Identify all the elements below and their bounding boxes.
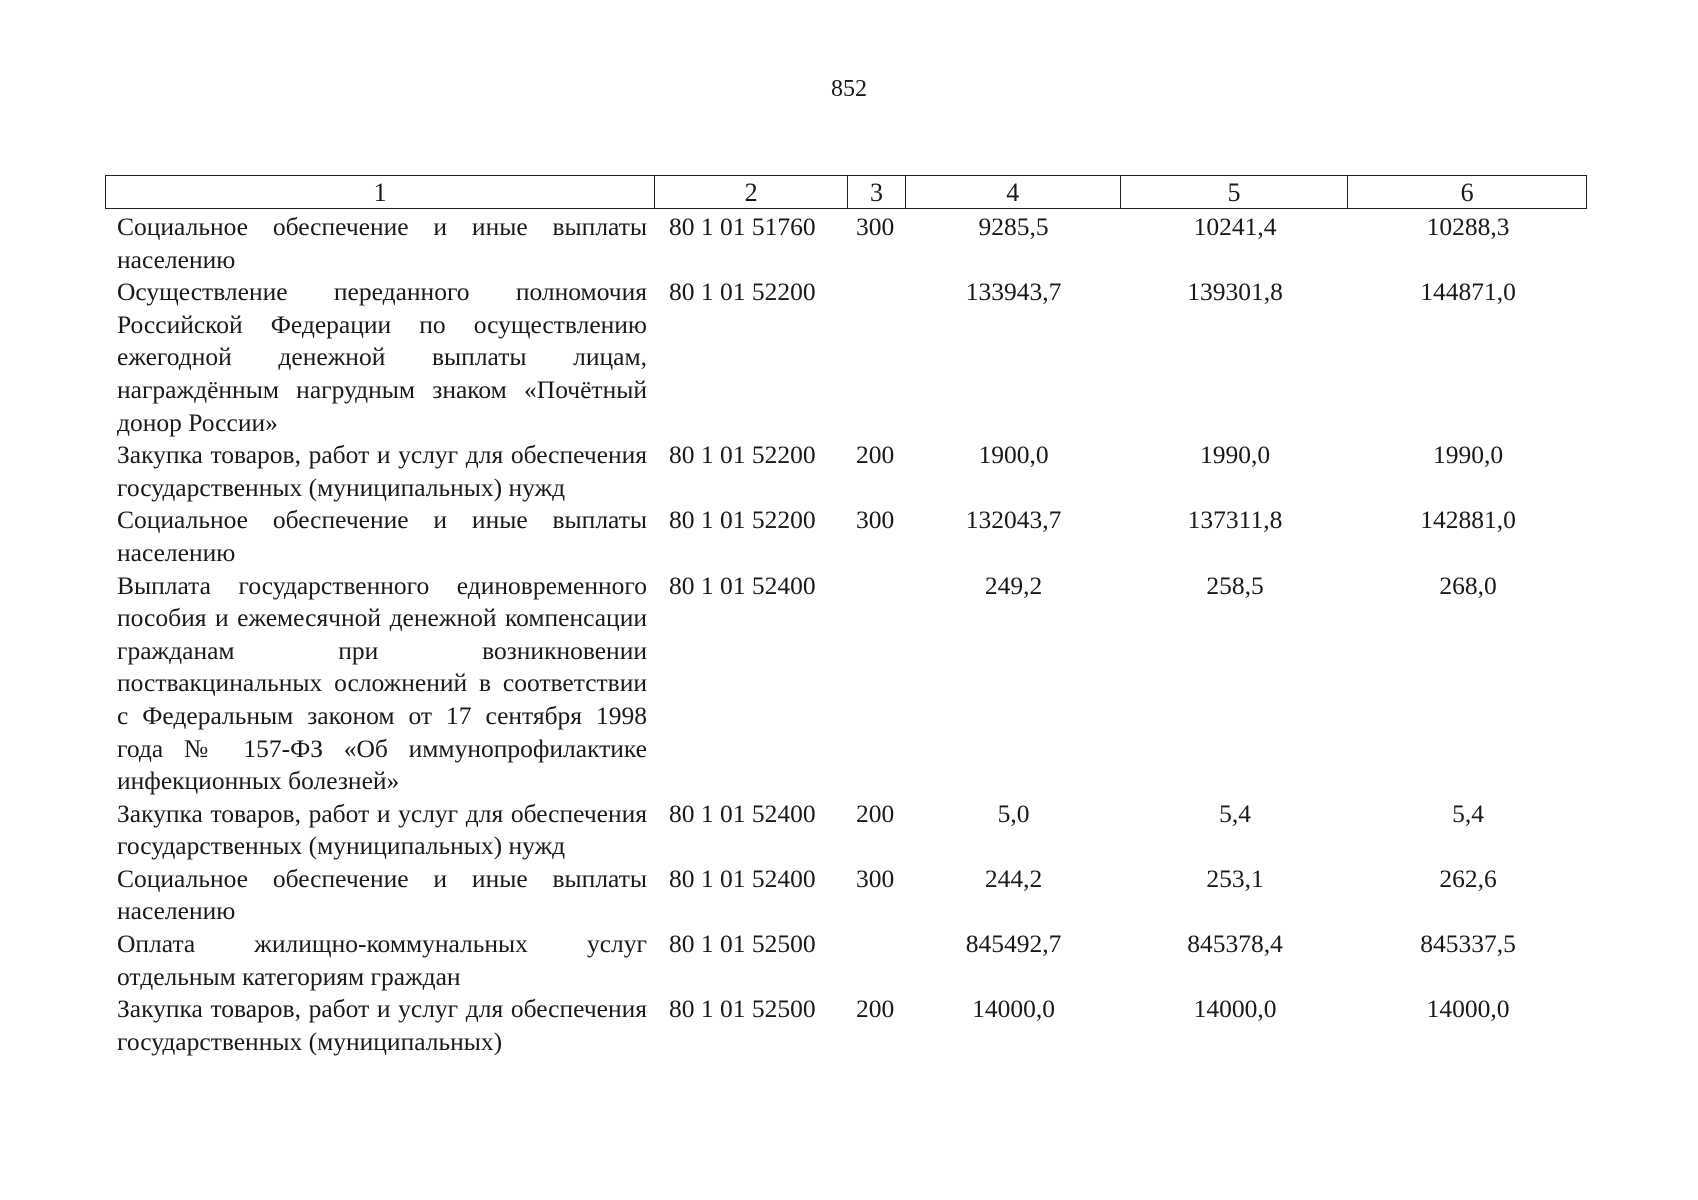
row-value-col5: 845378,4 [1187,929,1283,959]
row-type: 300 [856,212,895,241]
row-value-col6: 845337,5 [1420,929,1516,959]
table-row [105,439,1587,504]
row-value-col6: 5,4 [1452,798,1484,828]
row-value-col5: 1990,0 [1199,440,1271,470]
row-name: Оплата жилищно-коммунальных услуг отдельным категориям граждан [117,929,647,991]
row-value-col4: 845492,7 [965,929,1062,959]
budget-table [105,175,1587,1058]
row-type: 200 [856,440,895,470]
row-name: Социальное обеспечение и иные выплаты населению [117,863,647,926]
table-row [105,798,1587,863]
row-name: Закупка товаров, работ и услуг для обеспечения государственных (муниципальных) нужд [117,440,647,502]
table-header [105,175,1587,209]
table-row [105,211,1587,276]
row-value-col6: 1990,0 [1432,440,1504,470]
row-value-col6: 10288,3 [1426,212,1510,241]
header-col-3: 3 [848,176,906,208]
row-name: Закупка товаров, работ и услуг для обеспечения государственных (муниципальных) [117,994,647,1056]
table-body [105,209,1587,1058]
row-value-col6: 262,6 [1439,863,1497,893]
table-row [105,504,1587,569]
row-value-col4: 14000,0 [972,994,1055,1024]
row-type: 300 [856,863,895,893]
header-col-4: 4 [906,176,1121,208]
row-value-col5: 258,5 [1206,570,1264,600]
row-code: 80 1 01 52200 [669,440,816,470]
header-col-2: 2 [655,176,848,208]
row-code: 80 1 01 52400 [669,863,816,893]
row-name: Осуществление переданного полномочия Российской Федерации по осуществлению ежегодной денежной выплаты лицам, награждённым нагрудным знаком «Почётный донор России» [117,277,647,437]
row-name: Социальное обеспечение и иные выплаты населению [117,212,647,274]
table-row [105,276,1587,439]
row-value-col6: 144871,0 [1420,277,1516,307]
row-value-col5: 137311,8 [1187,505,1283,535]
row-value-col4: 133943,7 [965,277,1062,307]
header-col-5: 5 [1121,176,1349,208]
row-type: 200 [856,994,895,1024]
row-code: 80 1 01 51760 [669,212,816,241]
row-code: 80 1 01 52400 [669,798,816,828]
row-value-col5: 5,4 [1219,798,1251,828]
table-row [105,928,1587,993]
row-value-col5: 10241,4 [1193,212,1277,241]
header-col-1: 1 [106,176,655,208]
row-value-col5: 139301,8 [1187,277,1283,307]
row-code: 80 1 01 52500 [669,994,816,1024]
row-value-col4: 1900,0 [978,440,1049,470]
header-col-6: 6 [1460,178,1474,207]
row-name: Социальное обеспечение и иные выплаты населению [117,505,647,567]
row-code: 80 1 01 52200 [669,505,816,535]
page-number: 852 [831,76,867,102]
row-value-col4: 9285,5 [978,212,1049,241]
row-value-col4: 132043,7 [965,505,1062,535]
row-type: 200 [856,798,895,828]
row-name: Закупка товаров, работ и услуг для обеспечения государственных (муниципальных) нужд [117,798,647,861]
row-value-col4: 244,2 [984,863,1043,893]
row-value-col6: 14000,0 [1426,994,1510,1024]
row-code: 80 1 01 52500 [669,929,816,959]
table-row [105,863,1587,928]
row-value-col5: 14000,0 [1193,994,1277,1024]
row-value-col6: 268,0 [1439,570,1497,600]
row-code: 80 1 01 52200 [669,277,816,307]
row-value-col6: 142881,0 [1420,505,1516,535]
row-value-col4: 249,2 [984,570,1043,600]
row-value-col5: 253,1 [1206,863,1264,893]
table-row [105,993,1587,1058]
row-type: 300 [856,505,895,535]
row-name: Выплата государственного единовременного пособия и ежемесячной денежной компенсации гражданам при возникновении поствакцинальных осложнений в соответствии с Федеральным законом от 17 сентября 1998 года № 157-ФЗ «Об иммунопрофилактике инфекционных болезней» [117,570,647,796]
row-code: 80 1 01 52400 [669,570,816,600]
table-row [105,570,1587,798]
row-value-col4: 5,0 [997,798,1030,828]
